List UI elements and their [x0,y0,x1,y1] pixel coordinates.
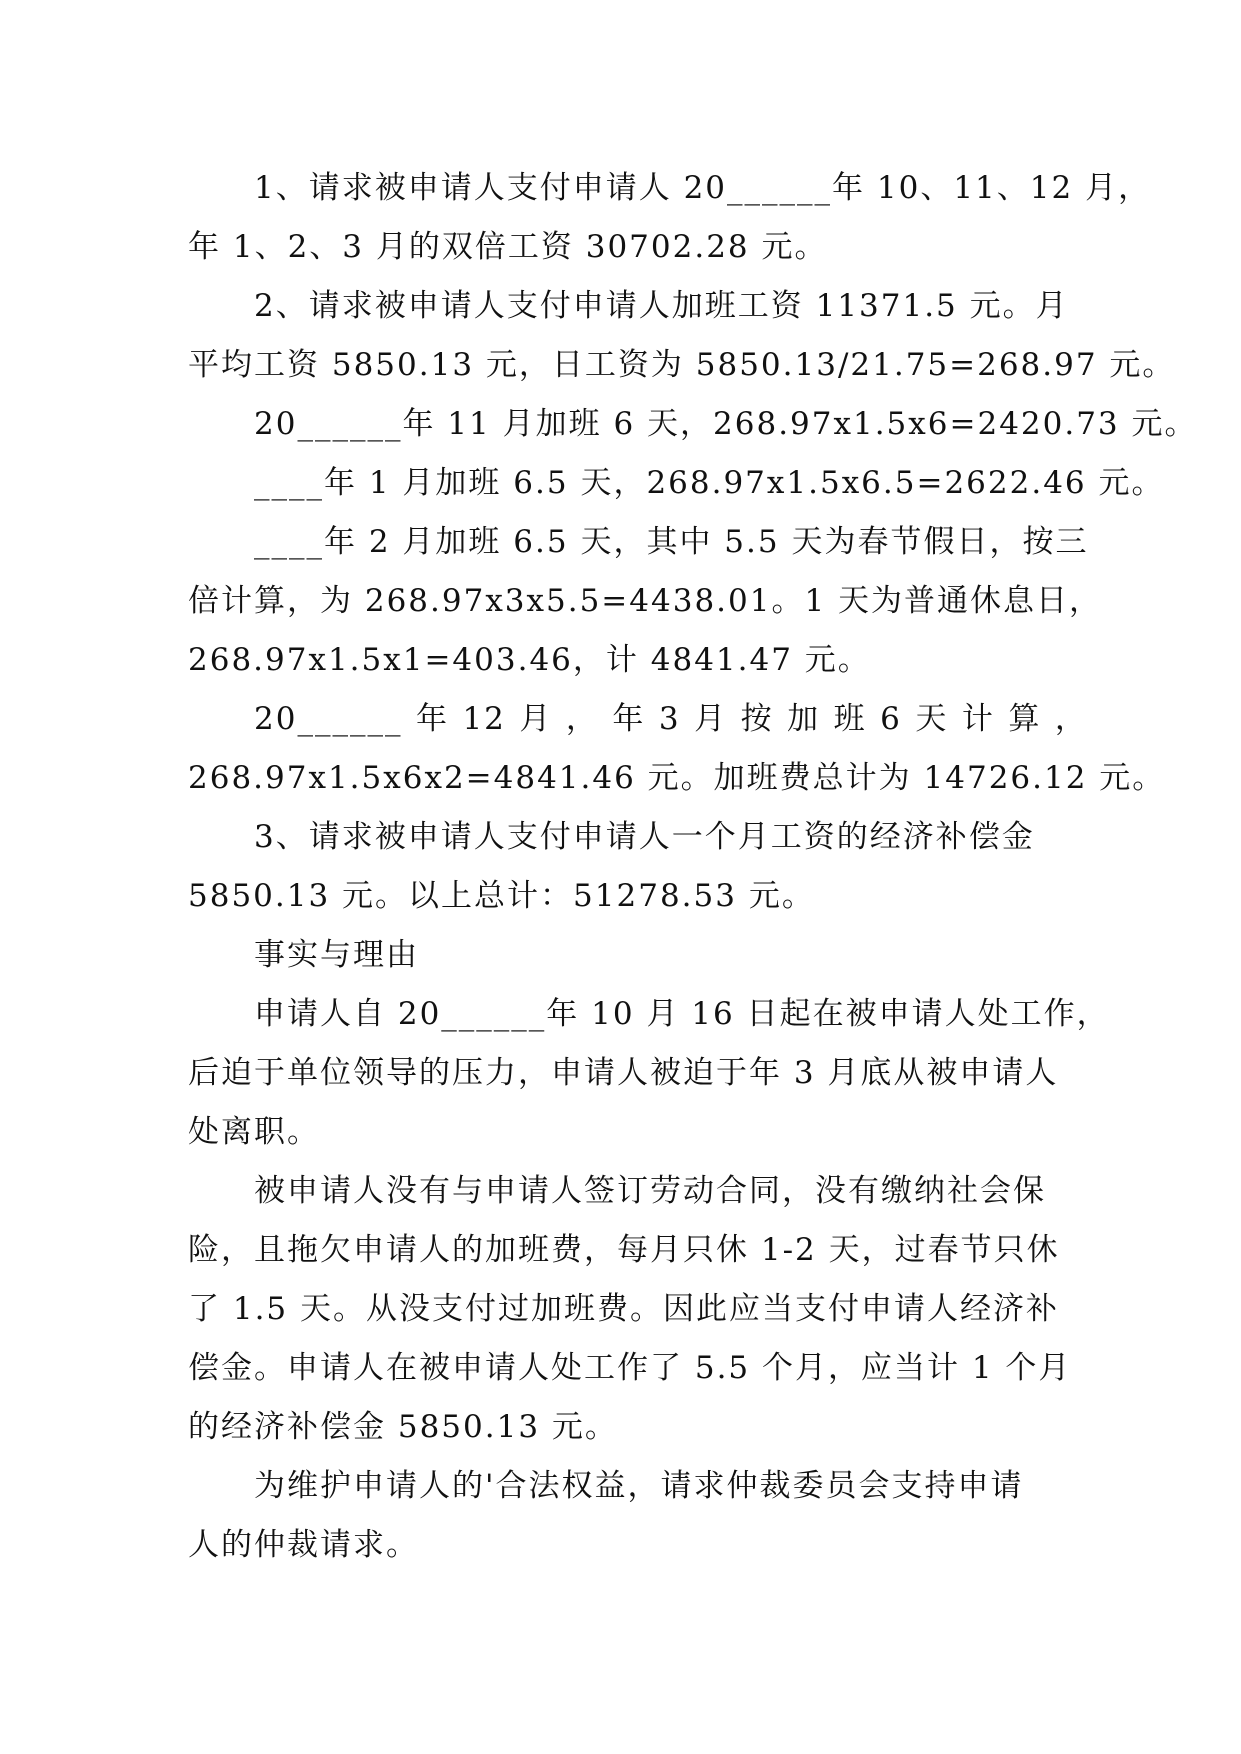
overtime-december-march-line [188,690,1088,749]
justified-token: 算 [1008,701,1042,737]
justified-token: 月 [519,701,553,737]
facts-paragraph-2-line-2: 险，且拖欠申请人的加班费，每月只休 1-2 天，过春节只休 [188,1232,1060,1268]
overtime-february-line-1: ____年 2 月加班 6.5 天，其中 5.5 天为春节假日，按三 [254,524,1089,560]
closing-paragraph-line-1: 为维护申请人的'合法权益，请求仲裁委员会支持申请 [254,1468,1024,1504]
justified-token: 年 [415,701,449,737]
claim-2-line-1: 2、请求被申请人支付申请人加班工资 11371.5 元。月 [254,288,1069,324]
justified-token: 按 [740,701,774,737]
closing-paragraph-line-2: 人的仲裁请求。 [188,1527,419,1563]
overtime-january-line: ____年 1 月加班 6.5 天，268.97x1.5x6.5=2622.46 元。 [254,465,1165,501]
justified-token: 月 [694,701,728,737]
facts-paragraph-1-line-2: 后迫于单位领导的压力，申请人被迫于年 3 月底从被申请人 [188,1055,1059,1091]
overtime-february-line-2: 倍计算，为 268.97x3x5.5=4438.01。1 天为普通休息日， [188,583,1103,619]
justified-token: 计 [961,701,995,737]
claim-1-line-2: 年 1、2、3 月的双倍工资 30702.28 元。 [188,229,828,265]
justified-token: 加 [787,701,821,737]
overtime-february-line-3: 268.97x1.5x1=403.46，计 4841.47 元。 [188,642,871,678]
claim-3-line-2: 5850.13 元。以上总计：51278.53 元。 [188,878,815,914]
overtime-total-line: 268.97x1.5x6x2=4841.46 元。加班费总计为 14726.12 元。 [188,760,1166,796]
facts-paragraph-2-line-4: 偿金。申请人在被申请人处工作了 5.5 个月，应当计 1 个月 [188,1350,1072,1386]
justified-token: 20______ [254,701,403,737]
justified-token: 年 [612,701,646,737]
facts-paragraph-2-line-3: 了 1.5 天。从没支付过加班费。因此应当支付申请人经济补 [188,1291,1060,1327]
justified-token: 天 [915,701,949,737]
claim-1-line-1: 1、请求被申请人支付申请人 20______年 10、11、12 月， [254,170,1152,206]
facts-paragraph-1-line-3: 处离职。 [188,1114,320,1150]
claim-2-line-2: 平均工资 5850.13 元，日工资为 5850.13/21.75=268.97 元。 [188,347,1176,383]
section-heading-facts-and-reasons: 事实与理由 [254,937,419,973]
facts-paragraph-1-line-1: 申请人自 20______年 10 月 16 日起在被申请人处工作， [254,996,1110,1032]
facts-paragraph-2-line-5: 的经济补偿金 5850.13 元。 [188,1409,618,1445]
document-body [188,159,1198,1575]
justified-token: ， [1054,701,1088,737]
overtime-november-line: 20______年 11 月加班 6 天，268.97x1.5x6=2420.73 元。 [254,406,1198,442]
justified-token: 6 [880,701,902,737]
justified-token: 班 [833,701,867,737]
justified-token: 12 [462,701,506,737]
justified-token: 3 [658,701,681,737]
facts-paragraph-2-line-1: 被申请人没有与申请人签订劳动合同，没有缴纳社会保 [254,1173,1046,1209]
justified-token: ， [565,701,599,737]
claim-3-line-1: 3、请求被申请人支付申请人一个月工资的经济补偿金 [254,819,1035,855]
